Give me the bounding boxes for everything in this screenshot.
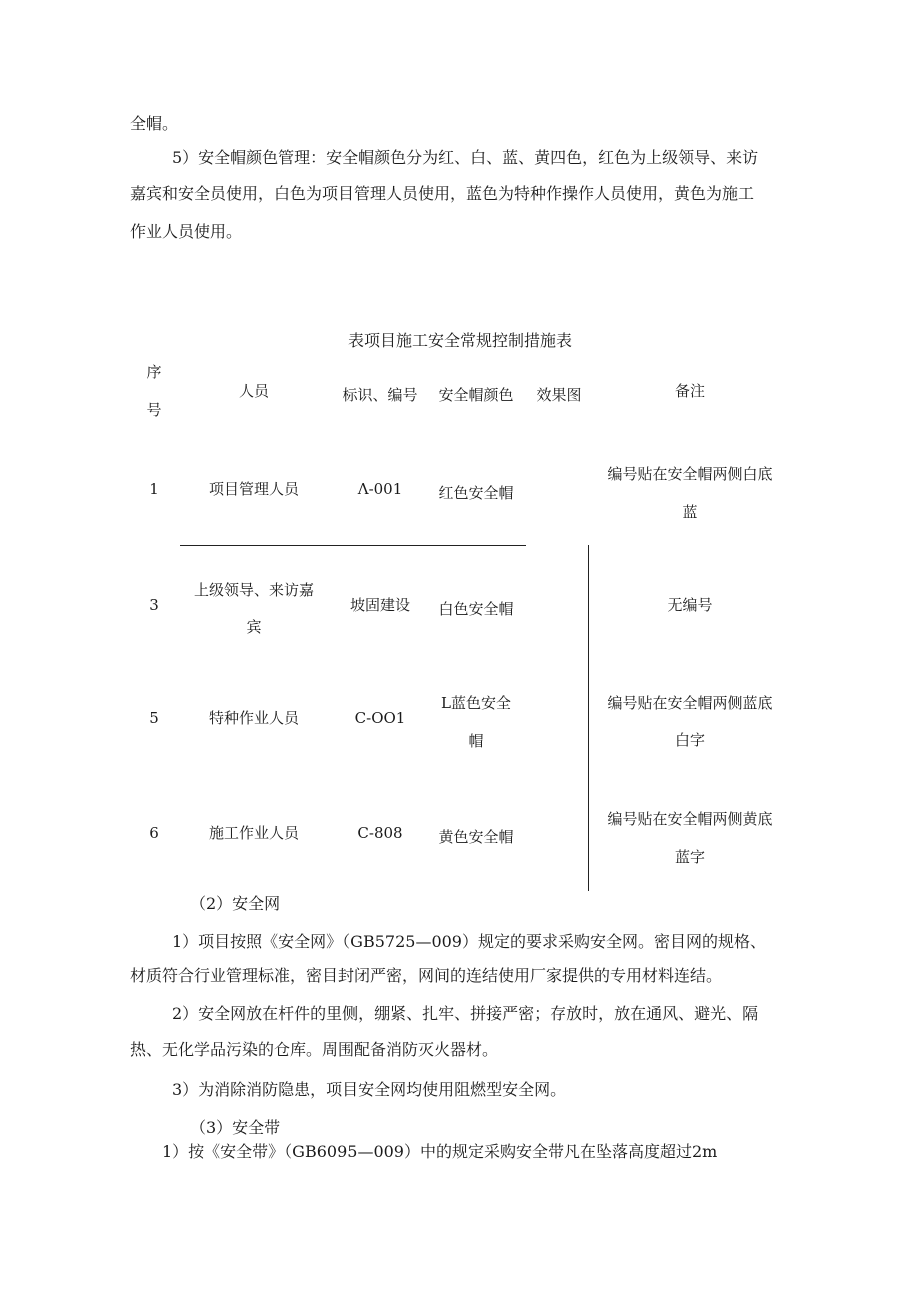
row-code: C-OO1: [354, 709, 406, 727]
row-helmet-color: 黄色安全帽: [438, 828, 514, 846]
header-note: 备注: [674, 382, 705, 400]
paragraph-fragment: 全帽。: [130, 114, 179, 133]
table-caption: 表项目施工安全常规控制措施表: [347, 331, 572, 350]
row-seq: 1: [149, 480, 159, 498]
row-code: Λ-001: [357, 480, 403, 498]
row-person-line2: 宾: [246, 618, 262, 636]
header-seq-char2: 号: [146, 401, 162, 419]
row-helmet-color: 白色安全帽: [438, 600, 514, 618]
table-column-rule: [588, 545, 589, 891]
row-helmet-color-line1: L蓝色安全: [441, 694, 511, 712]
row-helmet-color-line2: 帽: [468, 732, 484, 750]
table-rule: [180, 545, 526, 546]
paragraph-helmet-color-line2: 嘉宾和安全员使用，白色为项目管理人员使用，蓝色为特种作操作人员使用，黄色为施工: [130, 184, 755, 203]
row-note: 无编号: [667, 596, 713, 614]
row-note-line1: 编号贴在安全帽两侧蓝底: [607, 694, 773, 712]
section-heading-safety-belt: （3）安全带: [190, 1118, 281, 1137]
header-code: 标识、编号: [342, 386, 418, 404]
row-helmet-color: 红色安全帽: [438, 484, 514, 502]
paragraph-net-2-line2: 热、无化学品污染的仓库。周围配备消防灭火器材。: [130, 1040, 499, 1059]
row-person: 特种作业人员: [208, 709, 299, 727]
row-note-line1: 编号贴在安全帽两侧黄底: [607, 810, 773, 828]
row-code: 坡固建设: [349, 596, 410, 614]
row-note-line2: 蓝: [682, 503, 698, 521]
row-seq: 3: [149, 596, 159, 614]
row-seq: 5: [149, 709, 159, 727]
paragraph-net-3: 3）为消除消防隐患，项目安全网均使用阻燃型安全网。: [172, 1080, 567, 1099]
paragraph-helmet-color-line3: 作业人员使用。: [130, 222, 243, 241]
row-person-line1: 上级领导、来访嘉: [193, 581, 314, 599]
row-person: 项目管理人员: [208, 480, 299, 498]
row-note-line2: 白字: [674, 731, 705, 749]
section-heading-safety-net: （2）安全网: [190, 894, 281, 913]
header-helmet-color: 安全帽颜色: [438, 386, 514, 404]
row-person: 施工作业人员: [208, 824, 299, 842]
row-seq: 6: [149, 824, 159, 842]
header-seq-char1: 序: [146, 363, 162, 381]
paragraph-net-1-line1: 1）项目按照《安全网》（GB5725—009）规定的要求采购安全网。密目网的规格、: [172, 932, 766, 951]
row-note-line2: 蓝字: [674, 848, 705, 866]
header-effect-image: 效果图: [536, 386, 582, 404]
row-note-line1: 编号贴在安全帽两侧白底: [607, 465, 773, 483]
paragraph-helmet-color-line1: 5）安全帽颜色管理：安全帽颜色分为红、白、蓝、黄四色，红色为上级领导、来访: [172, 148, 759, 167]
header-person: 人员: [238, 382, 269, 400]
paragraph-net-2-line1: 2）安全网放在杆件的里侧，绷紧、扎牢、拼接严密；存放时，放在通风、避光、隔: [172, 1004, 759, 1023]
paragraph-net-1-line2: 材质符合行业管理标准，密目封闭严密，网间的连结使用厂家提供的专用材料连结。: [130, 966, 723, 985]
row-code: C-808: [357, 824, 403, 842]
paragraph-belt-1: 1）按《安全带》（GB6095—009）中的规定采购安全带凡在坠落高度超过2m: [162, 1142, 718, 1161]
